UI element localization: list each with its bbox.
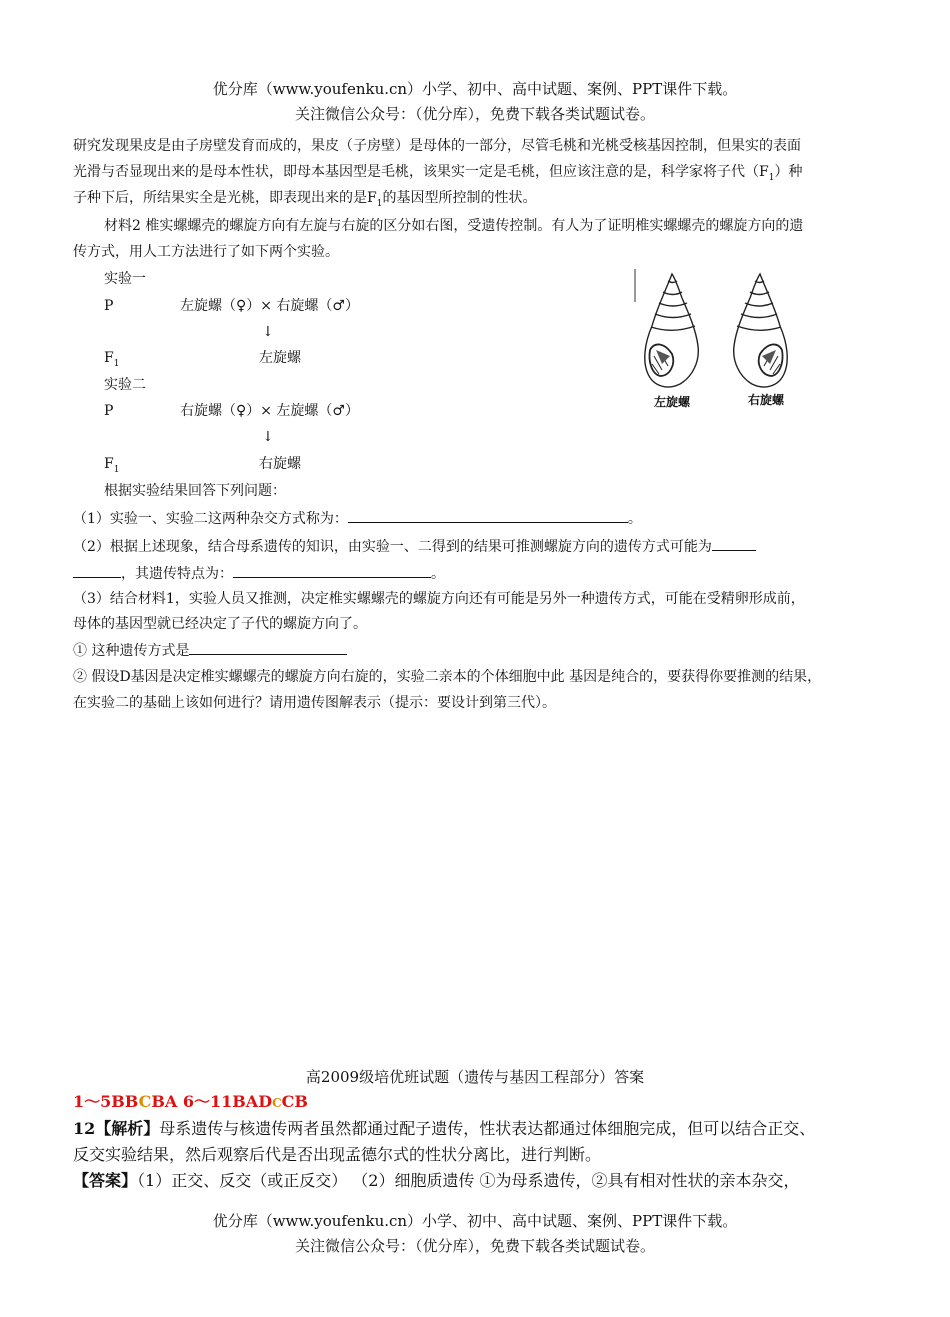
right-snail-shell: [734, 274, 788, 387]
q12-analysis-line-2: 反交实验结果，然后观察后代是否出现孟德尔式的性状分离比，进行判断。: [73, 1145, 602, 1164]
intro-line-3: 子种下后，所结果实全是光桃，即表现出来的是$F_1$的基因型所控制的性状。: [73, 190, 537, 209]
question-3-line-1: （3）结合材料1，实验人员又推测，决定椎实螺螺壳的螺旋方向还有可能是另外一种遗传方式，可能在受精卵形成前，: [73, 591, 805, 607]
exp1-f1-label: $F_1$: [104, 350, 120, 369]
exp2-p-label: P: [104, 403, 114, 419]
exp1-title: 实验一: [104, 271, 146, 287]
answer-blank-3[interactable]: [189, 640, 347, 655]
exp1-f1-result: 左旋螺: [259, 350, 301, 366]
q12-answer: 【答案】（1）正交、反交（或正反交） （2）细胞质遗传 ①为母系遗传，②具有相对性状的亲本杂交，: [73, 1171, 800, 1190]
right-snail-label: 右旋螺: [748, 393, 785, 407]
question-3-sub-1: ① 这种遗传方式是: [73, 640, 347, 661]
footer-line-2: 关注微信公众号：（优分库），免费下载各类试题试卷。: [294, 1237, 655, 1255]
exp2-title: 实验二: [104, 377, 146, 393]
exp1-arrow: ↓: [262, 324, 274, 340]
left-snail-label: 左旋螺: [654, 395, 691, 409]
answer-blank-2c[interactable]: [233, 563, 431, 578]
q12-analysis-line-1: 12【解析】母系遗传与核遗传两者虽然都通过配子遗传，性状表达都通过体细胞完成，但可以结合正交、: [73, 1119, 816, 1138]
snail-figure: [632, 266, 802, 414]
exp2-arrow: ↓: [262, 429, 274, 445]
exp2-f1-result: 右旋螺: [259, 456, 301, 472]
exp2-f1-label: $F_1$: [104, 456, 120, 475]
question-1: （1）实验一、实验二这两种杂交方式称为： 。: [73, 508, 642, 529]
question-2-line-2: ，其遗传特点为： 。: [73, 563, 445, 584]
exp1-p-label: P: [104, 298, 114, 314]
intro-line-1: 研究发现果皮是由子房壁发育而成的，果皮（子房壁）是母体的一部分，尽管毛桃和光桃受核基因控制，但果实的表面: [73, 138, 801, 154]
answers-title: 高2009级培优班试题（遗传与基因工程部分）答案: [305, 1068, 645, 1086]
header-line-1: 优分库（www.youfenku.cn）小学、初中、高中试题、案例、PPT课件下载。: [212, 80, 738, 98]
question-2-line-1: （2）根据上述现象，结合母系遗传的知识，由实验一、二得到的结果可推测螺旋方向的遗传方式可能为: [73, 536, 756, 557]
answer-blank-2b[interactable]: [73, 563, 121, 578]
question-3-sub-2-line-2: 在实验二的基础上该如何进行？请用遗传图解表示（提示：要设计到第三代）。: [73, 695, 556, 711]
header-line-2: 关注微信公众号：（优分库），免费下载各类试题试卷。: [294, 105, 655, 123]
left-snail-shell: [645, 274, 699, 387]
question-3-line-2: 母体的基因型就已经决定了子代的螺旋方向了。: [73, 616, 367, 632]
material2-line-2: 传方式，用人工方法进行了如下两个实验。: [73, 244, 339, 260]
exp1-cross: 左旋螺（♀）× 右旋螺（♂）: [180, 298, 359, 314]
question-3-sub-2-line-1: ② 假设D基因是决定椎实螺螺壳的螺旋方向右旋的，实验二亲本的个体细胞中此 基因是纯合的，要获得你要推测的结果，: [73, 669, 822, 685]
footer-line-1: 优分库（www.youfenku.cn）小学、初中、高中试题、案例、PPT课件下载。: [212, 1212, 738, 1230]
material2-line-1: 材料2 椎实螺螺壳的螺旋方向有左旋与右旋的区分如右图，受遗传控制。有人为了证明椎实螺螺壳的螺旋方向的遗: [104, 218, 804, 234]
intro-line-2: 光滑与否显现出来的是母本性状，即母本基因型是毛桃，该果实一定是毛桃，但应该注意的是，科学家将子代$(F_1)$种: [73, 164, 803, 183]
answer-blank-2a[interactable]: [712, 536, 756, 551]
answer-blank-1[interactable]: [348, 508, 628, 523]
exp2-cross: 右旋螺（♀）× 左旋螺（♂）: [180, 403, 359, 419]
answer-key: 1～5BBCBA 6～11BADCCB: [73, 1092, 308, 1111]
questions-intro: 根据实验结果回答下列问题：: [104, 483, 286, 499]
